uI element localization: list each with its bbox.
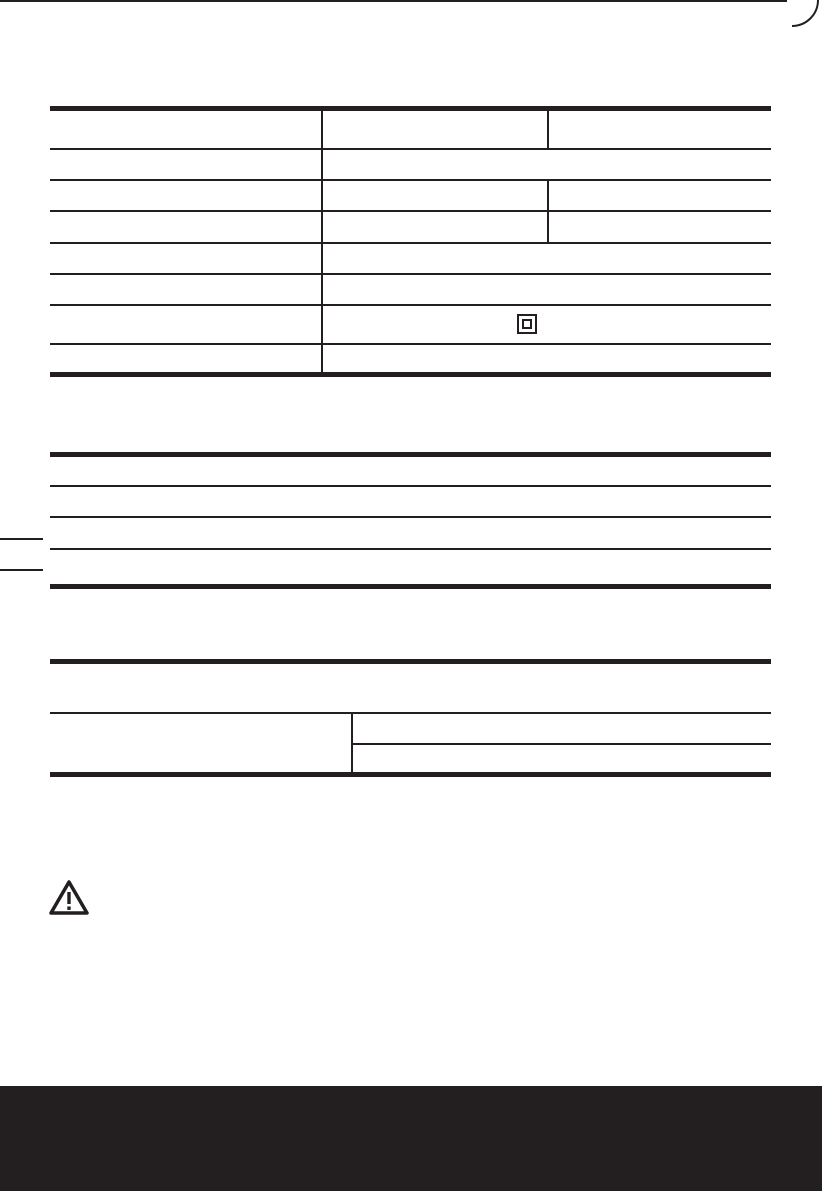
table-row-divider	[50, 516, 771, 518]
table-top-rule	[50, 452, 771, 457]
page-edge-tab-marker	[0, 569, 43, 571]
table-top-rule	[50, 106, 771, 111]
table-row-divider	[50, 304, 771, 306]
footer-band	[0, 1086, 822, 1191]
noise-data-table	[50, 452, 771, 592]
table-row-divider	[50, 485, 771, 487]
page-edge-tab-marker	[0, 538, 43, 540]
table-row-divider	[50, 148, 771, 150]
table-row-divider	[353, 743, 771, 745]
table-row-divider	[50, 548, 771, 550]
warning-triangle-icon	[48, 879, 90, 916]
top-corner-rule	[0, 0, 787, 2]
table-row-divider	[50, 343, 771, 345]
table-row-divider	[50, 242, 771, 244]
table-column-divider	[547, 111, 549, 148]
table-row-divider	[50, 210, 771, 212]
technical-data-table	[50, 106, 771, 379]
table-column-divider	[321, 111, 323, 372]
top-corner-arc	[765, 0, 819, 27]
table-bottom-rule	[50, 584, 771, 589]
table-row-divider	[50, 273, 771, 275]
table-row-divider	[50, 712, 771, 714]
table-column-divider	[351, 714, 353, 772]
table-row-divider	[50, 179, 771, 181]
table-bottom-rule	[50, 372, 771, 377]
table-column-divider	[547, 181, 549, 242]
table-bottom-rule	[50, 772, 771, 777]
table-top-rule	[50, 659, 771, 664]
vibration-data-table	[50, 659, 771, 779]
double-insulation-icon	[517, 314, 537, 334]
